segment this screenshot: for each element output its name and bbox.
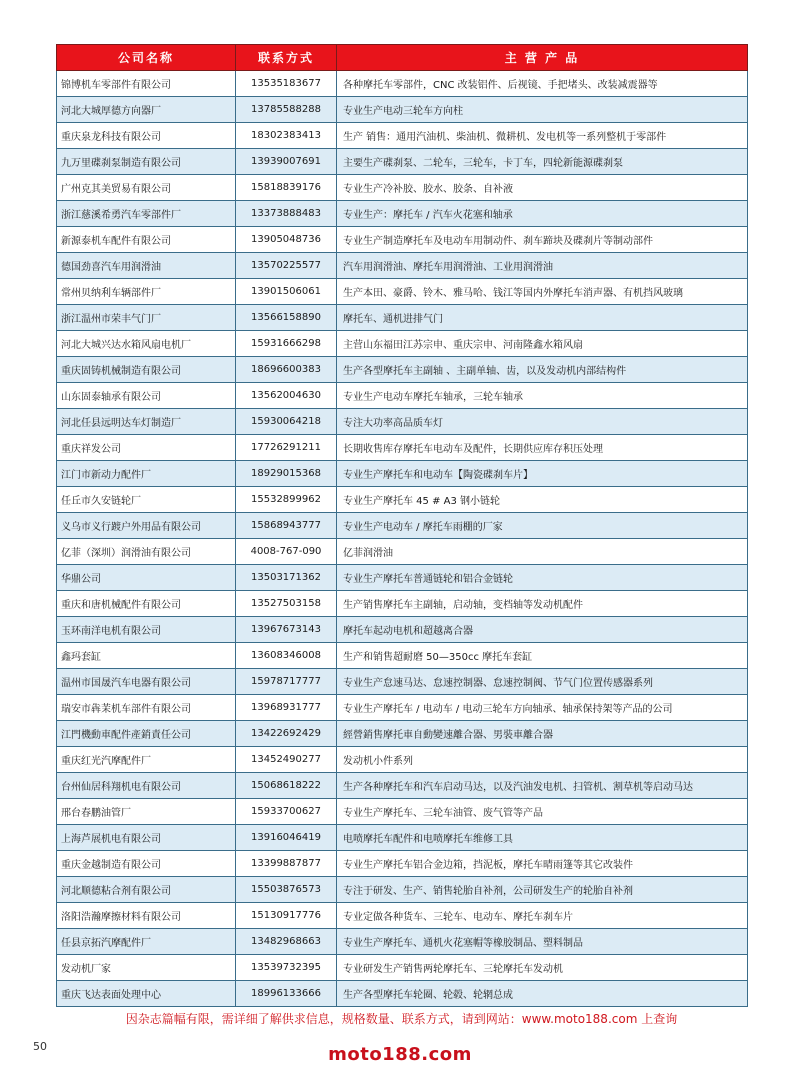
product-cell: 生产各型摩托车主副轴 、主副单轴、齿，以及发动机内部结构件	[337, 357, 748, 383]
phone-cell: 15068618222	[236, 773, 337, 799]
phone-cell: 15930064218	[236, 409, 337, 435]
company-cell: 发动机厂家	[57, 955, 236, 981]
phone-cell: 13503171362	[236, 565, 337, 591]
company-cell: 亿菲（深圳）润滑油有限公司	[57, 539, 236, 565]
company-cell: 河北大城兴达水箱风扇电机厂	[57, 331, 236, 357]
header-company: 公司名称	[57, 45, 236, 71]
company-cell: 重庆飞达表面处理中心	[57, 981, 236, 1007]
company-cell: 任丘市久安链轮厂	[57, 487, 236, 513]
company-cell: 重庆红光汽摩配件厂	[57, 747, 236, 773]
table-row	[57, 565, 748, 591]
phone-cell: 13785588288	[236, 97, 337, 123]
company-cell: 广州克其美贸易有限公司	[57, 175, 236, 201]
phone-cell: 13527503158	[236, 591, 337, 617]
phone-cell: 13482968663	[236, 929, 337, 955]
company-cell: 锦博机车零部件有限公司	[57, 71, 236, 97]
phone-cell: 13535183677	[236, 71, 337, 97]
table-row	[57, 227, 748, 253]
product-cell: 专注于研发、生产、销售轮胎自补剂，公司研发生产的轮胎自补剂	[337, 877, 748, 903]
company-cell: 重庆祥发公司	[57, 435, 236, 461]
table-row	[57, 799, 748, 825]
directory-sheet	[56, 44, 747, 1007]
company-cell: 江門機動車配件產銷責任公司	[57, 721, 236, 747]
product-cell: 专业生产：摩托车 / 汽车火花塞和轴承	[337, 201, 748, 227]
table-row	[57, 123, 748, 149]
product-cell: 专业生产制造摩托车及电动车用制动件、刹车蹄块及碟刹片等制动部件	[337, 227, 748, 253]
phone-cell: 15868943777	[236, 513, 337, 539]
company-cell: 邢台春鹏油管厂	[57, 799, 236, 825]
product-cell: 生产 销售：通用汽油机、柴油机、微耕机、发电机等一系列整机于零部件	[337, 123, 748, 149]
product-cell: 摩托车起动电机和超越离合器	[337, 617, 748, 643]
table-row	[57, 669, 748, 695]
table-row	[57, 201, 748, 227]
product-cell: 专业生产摩托车普通链轮和铝合金链轮	[337, 565, 748, 591]
table-row	[57, 851, 748, 877]
company-cell: 重庆泉龙科技有限公司	[57, 123, 236, 149]
phone-cell: 13939007691	[236, 149, 337, 175]
phone-cell: 13452490277	[236, 747, 337, 773]
table-row	[57, 539, 748, 565]
company-cell: 台州仙居科翔机电有限公司	[57, 773, 236, 799]
phone-cell: 15532899962	[236, 487, 337, 513]
product-cell: 专业生产摩托车铝合金边箱，挡泥板，摩托车晴雨篷等其它改装件	[337, 851, 748, 877]
company-cell: 河北任县远明达车灯制造厂	[57, 409, 236, 435]
company-cell: 任县京拓汽摩配件厂	[57, 929, 236, 955]
company-cell: 玉环南洋电机有限公司	[57, 617, 236, 643]
phone-cell: 17726291211	[236, 435, 337, 461]
table-row	[57, 253, 748, 279]
product-cell: 生产销售摩托车主副轴，启动轴，变档轴等发动机配件	[337, 591, 748, 617]
phone-cell: 15931666298	[236, 331, 337, 357]
company-cell: 河北顺德粘合剂有限公司	[57, 877, 236, 903]
table-row	[57, 773, 748, 799]
phone-cell: 13373888483	[236, 201, 337, 227]
product-cell: 生产各种摩托车和汽车启动马达，以及汽油发电机、扫管机、割草机等启动马达	[337, 773, 748, 799]
table-row	[57, 409, 748, 435]
phone-cell: 13422692429	[236, 721, 337, 747]
phone-cell: 18929015368	[236, 461, 337, 487]
company-cell: 温州市国晟汽车电器有限公司	[57, 669, 236, 695]
phone-cell: 13562004630	[236, 383, 337, 409]
header-phone: 联系方式	[236, 45, 337, 71]
phone-cell: 15503876573	[236, 877, 337, 903]
product-cell: 专业生产摩托车和电动车【陶瓷碟刹车片】	[337, 461, 748, 487]
product-cell: 生产和销售超耐磨 50—350cc 摩托车套缸	[337, 643, 748, 669]
phone-cell: 15933700627	[236, 799, 337, 825]
table-row	[57, 305, 748, 331]
table-row	[57, 487, 748, 513]
product-cell: 专业生产电动车 / 摩托车雨棚的厂家	[337, 513, 748, 539]
company-cell: 浙江慈溪希勇汽车零部件厂	[57, 201, 236, 227]
phone-cell: 13967673143	[236, 617, 337, 643]
table-row	[57, 461, 748, 487]
table-row	[57, 721, 748, 747]
phone-cell: 15978717777	[236, 669, 337, 695]
table-row	[57, 591, 748, 617]
table-row	[57, 643, 748, 669]
phone-cell: 13916046419	[236, 825, 337, 851]
product-cell: 专注大功率高品质车灯	[337, 409, 748, 435]
table-row	[57, 617, 748, 643]
product-cell: 发动机小件系列	[337, 747, 748, 773]
product-cell: 生产本田、豪爵、铃木、雅马哈、钱江等国内外摩托车消声器、有机挡风玻璃	[337, 279, 748, 305]
product-cell: 专业生产摩托车、三轮车油管、废气管等产品	[337, 799, 748, 825]
product-cell: 生产各型摩托车轮圈、轮毂、轮辋总成	[337, 981, 748, 1007]
product-cell: 专业生产摩托车 45 # A3 钢小链轮	[337, 487, 748, 513]
company-cell: 山东固泰轴承有限公司	[57, 383, 236, 409]
product-cell: 专业生产电动车摩托车轴承，三轮车轴承	[337, 383, 748, 409]
table-row	[57, 929, 748, 955]
table-row	[57, 357, 748, 383]
table-row	[57, 331, 748, 357]
company-cell: 重庆固铸机械制造有限公司	[57, 357, 236, 383]
product-cell: 专业生产摩托车、通机火花塞帽等橡胶制品、塑料制品	[337, 929, 748, 955]
product-cell: 亿菲润滑油	[337, 539, 748, 565]
product-cell: 专业研发生产销售两轮摩托车、三轮摩托车发动机	[337, 955, 748, 981]
table-header-row	[57, 45, 748, 71]
company-cell: 洛阳浩瀚摩擦材料有限公司	[57, 903, 236, 929]
phone-cell: 18996133666	[236, 981, 337, 1007]
table-row	[57, 97, 748, 123]
table-row	[57, 435, 748, 461]
product-cell: 各种摩托车零部件，CNC 改装铝件、后视镜、手把堵头、改装减震器等	[337, 71, 748, 97]
table-row	[57, 825, 748, 851]
table-row	[57, 955, 748, 981]
company-cell: 上海芦展机电有限公司	[57, 825, 236, 851]
phone-cell: 15130917776	[236, 903, 337, 929]
phone-cell: 15818839176	[236, 175, 337, 201]
company-cell: 华鼎公司	[57, 565, 236, 591]
company-cell: 瑞安市犇茉机车部件有限公司	[57, 695, 236, 721]
company-cell: 鑫玛套缸	[57, 643, 236, 669]
header-product: 主 营 产 品	[337, 45, 748, 71]
product-cell: 摩托车、通机进排气门	[337, 305, 748, 331]
table-row	[57, 877, 748, 903]
product-cell: 主营山东福田江苏宗申、重庆宗申、河南隆鑫水箱风扇	[337, 331, 748, 357]
company-cell: 浙江温州市荣丰气门厂	[57, 305, 236, 331]
phone-cell: 4008-767-090	[236, 539, 337, 565]
table-row	[57, 279, 748, 305]
phone-cell: 13566158890	[236, 305, 337, 331]
phone-cell: 13608346008	[236, 643, 337, 669]
page-number: 50	[33, 1040, 47, 1053]
product-cell: 主要生产碟刹泵、二轮车，三轮车，卡丁车，四轮新能源碟刹泵	[337, 149, 748, 175]
phone-cell: 18302383413	[236, 123, 337, 149]
company-cell: 重庆金越制造有限公司	[57, 851, 236, 877]
product-cell: 专业生产冷补胶、胶水、胶条、自补液	[337, 175, 748, 201]
table-row	[57, 175, 748, 201]
table-row	[57, 513, 748, 539]
company-cell: 九万里碟刹泵制造有限公司	[57, 149, 236, 175]
product-cell: 电喷摩托车配件和电喷摩托车维修工具	[337, 825, 748, 851]
company-cell: 重庆和唐机械配件有限公司	[57, 591, 236, 617]
phone-cell: 13901506061	[236, 279, 337, 305]
product-cell: 經營銷售摩托車自動變速離合器、男裝車離合器	[337, 721, 748, 747]
phone-cell: 13968931777	[236, 695, 337, 721]
table-row	[57, 71, 748, 97]
company-cell: 义乌市义行踱户外用品有限公司	[57, 513, 236, 539]
company-cell: 河北大城厚德方向器厂	[57, 97, 236, 123]
table-row	[57, 383, 748, 409]
company-directory-table	[56, 44, 748, 1007]
site-logo: moto188.com	[328, 1044, 472, 1065]
footer-note: 因杂志篇幅有限，需详细了解供求信息，规格数量、联系方式，请到网站：www.moto188.com 上查询	[125, 1012, 678, 1026]
phone-cell: 13399887877	[236, 851, 337, 877]
product-cell: 专业生产摩托车 / 电动车 / 电动三轮车方向轴承、轴承保持架等产品的公司	[337, 695, 748, 721]
table-row	[57, 747, 748, 773]
phone-cell: 13539732395	[236, 955, 337, 981]
phone-cell: 13570225577	[236, 253, 337, 279]
product-cell: 专业生产电动三轮车方向柱	[337, 97, 748, 123]
phone-cell: 18696600383	[236, 357, 337, 383]
phone-cell: 13905048736	[236, 227, 337, 253]
table-body	[57, 71, 748, 1007]
product-cell: 汽车用润滑油、摩托车用润滑油、工业用润滑油	[337, 253, 748, 279]
table-row	[57, 903, 748, 929]
product-cell: 专业生产怠速马达、怠速控制器、怠速控制阀、节气门位置传感器系列	[337, 669, 748, 695]
table-row	[57, 149, 748, 175]
company-cell: 江门市新动力配件厂	[57, 461, 236, 487]
product-cell: 长期收售库存摩托车电动车及配件，长期供应库存积压处理	[337, 435, 748, 461]
company-cell: 德国劲喜汽车用润滑油	[57, 253, 236, 279]
product-cell: 专业定做各种货车、三轮车、电动车、摩托车刹车片	[337, 903, 748, 929]
company-cell: 新源泰机车配件有限公司	[57, 227, 236, 253]
table-row	[57, 981, 748, 1007]
table-row	[57, 695, 748, 721]
company-cell: 常州贝纳利车辆部件厂	[57, 279, 236, 305]
